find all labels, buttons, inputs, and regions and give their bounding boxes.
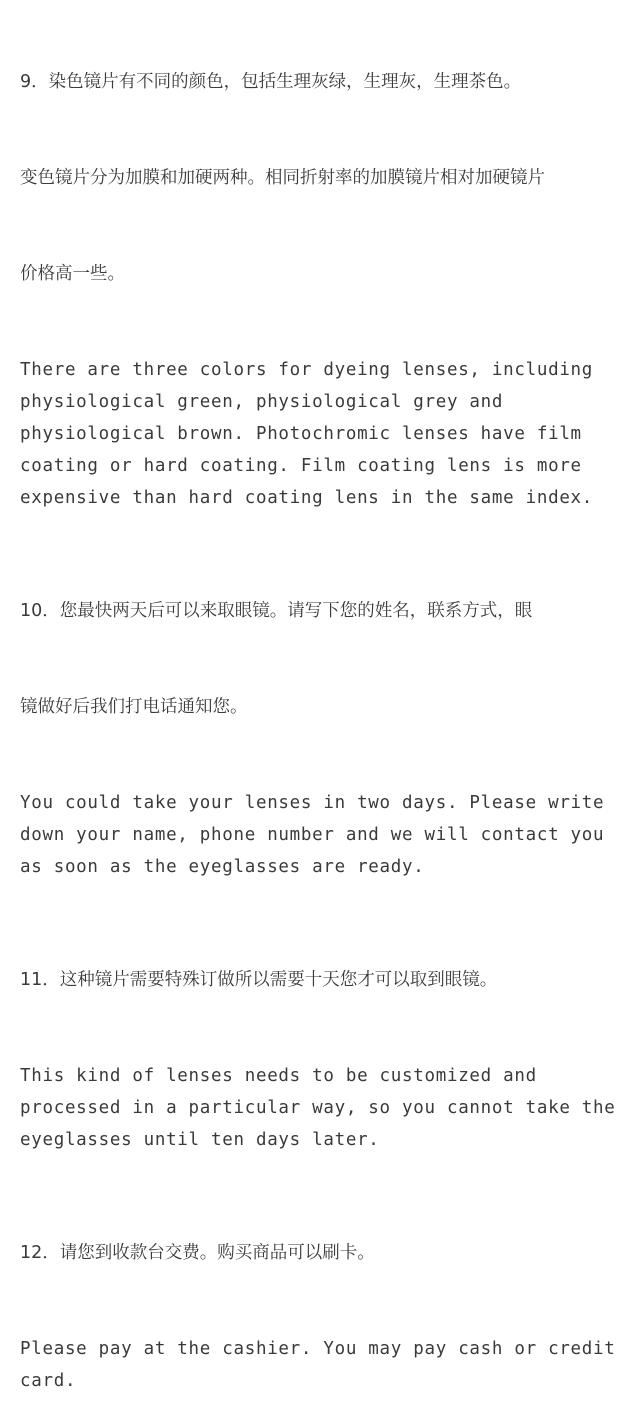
document-body — [20, 2, 635, 1414]
entry-11 — [20, 900, 635, 1156]
text-line: down your name, phone number and we will contact you — [20, 825, 605, 845]
text-line: processed in a particular way, so you cannot take the — [20, 1098, 616, 1118]
text-line: This kind of lenses needs to be customized and — [20, 1066, 537, 1086]
english-paragraph — [20, 1060, 635, 1156]
chinese-paragraph — [20, 2, 635, 354]
entry-10 — [20, 531, 635, 883]
text-line: coating or hard coating. Film coating lens is more — [20, 456, 582, 476]
english-paragraph — [20, 1333, 635, 1397]
text-line: 11．这种镜片需要特殊订做所以需要十天您才可以取到眼镜。 — [20, 970, 498, 990]
chinese-paragraph — [20, 900, 635, 1060]
text-line: 变色镜片分为加膜和加硬两种。相同折射率的加膜镜片相对加硬镜片 — [20, 168, 545, 188]
text-line: card. — [20, 1371, 77, 1391]
text-line: You could take your lenses in two days. Please write — [20, 793, 605, 813]
text-line: Please pay at the cashier. You may pay cash or credit — [20, 1339, 616, 1359]
entry-9 — [20, 2, 635, 514]
text-line: There are three colors for dyeing lenses, including — [20, 360, 594, 380]
entry-12 — [20, 1173, 635, 1397]
text-line: physiological brown. Photochromic lenses have film — [20, 424, 582, 444]
text-line: eyeglasses until ten days later. — [20, 1130, 380, 1150]
text-line: 镜做好后我们打电话通知您。 — [20, 697, 248, 717]
text-line: physiological green, physiological grey and — [20, 392, 504, 412]
text-line: 9．染色镜片有不同的颜色，包括生理灰绿，生理灰，生理茶色。 — [20, 72, 522, 92]
text-line: 12．请您到收款台交费。购买商品可以刷卡。 — [20, 1243, 375, 1263]
text-line: expensive than hard coating lens in the same index. — [20, 488, 594, 508]
text-line: 价格高一些。 — [20, 264, 125, 284]
chinese-paragraph — [20, 531, 635, 787]
english-paragraph — [20, 354, 635, 514]
english-paragraph — [20, 787, 635, 883]
text-line: 10．您最快两天后可以来取眼镜。请写下您的姓名，联系方式，眼 — [20, 601, 533, 621]
chinese-paragraph — [20, 1173, 635, 1333]
text-line: as soon as the eyeglasses are ready. — [20, 857, 425, 877]
